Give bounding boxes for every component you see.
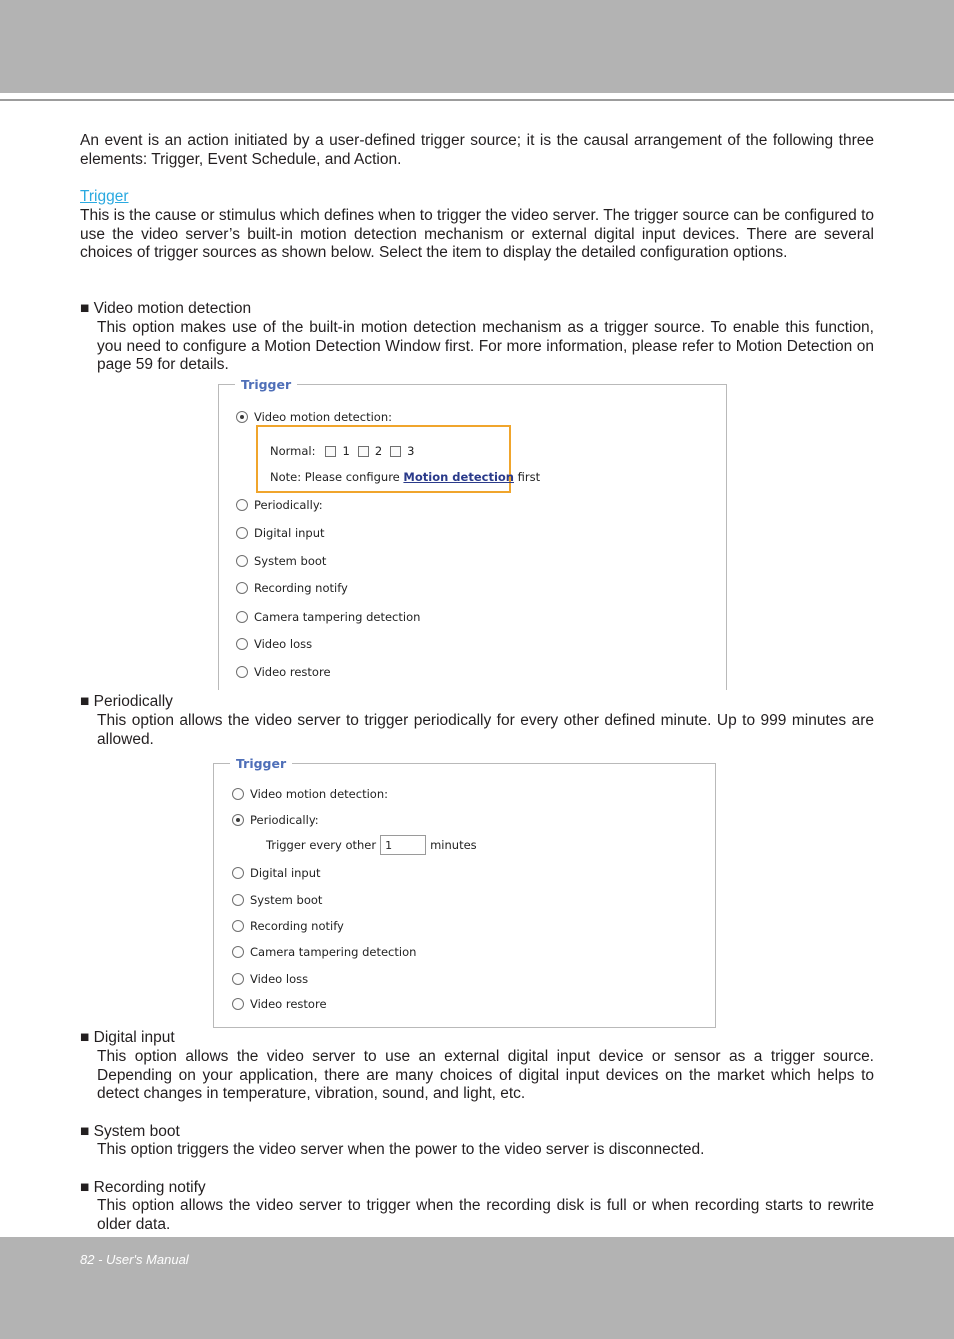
option-label: Video motion detection: <box>254 410 392 424</box>
motion-detection-link[interactable]: Motion detection <box>403 470 514 484</box>
window-2-checkbox[interactable] <box>358 446 369 457</box>
option-label: Video loss <box>250 972 309 986</box>
panel2-option-video-loss[interactable] <box>232 972 308 986</box>
radio-icon[interactable] <box>236 555 248 567</box>
radio-icon[interactable] <box>236 666 248 678</box>
option-label: Camera tampering detection <box>254 610 421 624</box>
panel1-option-video-loss[interactable] <box>236 637 312 651</box>
section-body-video-motion: This option makes use of the built-in motion detection mechanism as a trigger source. To enable this function, you need to configure a Motion Detection Window first. For more information, please refer to Motion Detection on page 59 for details. <box>97 319 874 374</box>
note-prefix: Note: Please configure <box>270 470 404 484</box>
panel1-option-system-boot[interactable] <box>236 554 326 568</box>
option-label: Periodically: <box>250 813 319 827</box>
panel1-option-video-restore[interactable] <box>236 665 331 679</box>
intro-paragraph: An event is an action initiated by a user-defined trigger source; it is the causal arrangement of the following three elements: Trigger, Event Schedule, and Action. <box>80 132 874 168</box>
note-suffix: first <box>513 470 541 484</box>
panel2-option-camera-tampering[interactable] <box>232 945 416 959</box>
radio-icon[interactable] <box>236 499 248 511</box>
page-footer: 82 - User's Manual <box>80 1252 189 1267</box>
section-title-system-boot: ■ System boot <box>80 1123 180 1140</box>
section-body-periodically: This option allows the video server to trigger periodically for every other defined minute. Up to 999 minutes are allowed. <box>97 712 874 748</box>
section-title-digital-input: ■ Digital input <box>80 1029 175 1046</box>
radio-icon[interactable] <box>232 788 244 800</box>
trigger-description: This is the cause or stimulus which defines when to trigger the video server. The trigger source can be configured to use the video server’s built-in motion detection mechanism or external digital input devices. There are several choices of trigger sources as shown below. Select the item to display the detailed configuration options. <box>80 207 874 262</box>
radio-icon[interactable] <box>232 920 244 932</box>
panel1-option-periodically[interactable] <box>236 498 323 512</box>
trigger-every-label: Trigger every other <box>266 838 377 852</box>
option-label: Periodically: <box>254 498 323 512</box>
minutes-label: minutes <box>430 838 477 852</box>
window-1-label: 1 <box>342 444 350 458</box>
panel2-option-recording-notify[interactable] <box>232 919 344 933</box>
panel2-option-system-boot[interactable] <box>232 893 322 907</box>
window-2-label: 2 <box>374 444 383 458</box>
panel2-option-video-motion[interactable] <box>232 787 388 801</box>
radio-icon[interactable] <box>232 973 244 985</box>
panel1-option-camera-tampering[interactable] <box>236 610 420 624</box>
motion-note <box>270 470 540 484</box>
option-label: Camera tampering detection <box>250 945 417 959</box>
header-band <box>0 0 954 93</box>
radio-icon[interactable] <box>232 946 244 958</box>
normal-label: Normal: <box>270 444 316 458</box>
radio-selected-icon[interactable] <box>232 814 244 826</box>
radio-icon[interactable] <box>232 894 244 906</box>
window-3-checkbox[interactable] <box>390 446 401 457</box>
panel1-option-digital-input[interactable] <box>236 526 325 540</box>
section-body-recording-notify: This option allows the video server to trigger when the recording disk is full or when recording starts to rewrite older data. <box>97 1197 874 1233</box>
trigger-heading-link[interactable]: Trigger <box>80 188 129 205</box>
section-title-periodically: ■ Periodically <box>80 693 173 710</box>
option-label: Digital input <box>254 526 325 540</box>
radio-icon[interactable] <box>236 582 248 594</box>
section-title-video-motion: ■ Video motion detection <box>80 300 252 317</box>
header-rule <box>0 99 954 101</box>
option-label: Video restore <box>254 665 331 679</box>
window-1-checkbox[interactable] <box>325 446 336 457</box>
option-label: Video loss <box>254 637 313 651</box>
radio-icon[interactable] <box>232 867 244 879</box>
panel2-option-video-restore[interactable] <box>232 997 327 1011</box>
panel1-legend: Trigger <box>235 377 297 392</box>
option-label: Digital input <box>250 866 321 880</box>
radio-selected-icon[interactable] <box>236 411 248 423</box>
panel1-option-video-motion[interactable] <box>236 410 392 424</box>
radio-icon[interactable] <box>236 527 248 539</box>
panel2-option-periodically[interactable] <box>232 813 319 827</box>
window-3-label: 3 <box>407 444 415 458</box>
radio-icon[interactable] <box>236 611 248 623</box>
option-label: Video restore <box>250 997 327 1011</box>
radio-icon[interactable] <box>232 998 244 1010</box>
option-label: Recording notify <box>254 581 348 595</box>
panel2-legend: Trigger <box>230 756 292 771</box>
panel2-option-digital-input[interactable] <box>232 866 321 880</box>
option-label: System boot <box>254 554 327 568</box>
option-label: System boot <box>250 893 323 907</box>
panel1-option-recording-notify[interactable] <box>236 581 348 595</box>
normal-window-row <box>270 444 414 458</box>
minutes-input[interactable]: 1 <box>380 835 426 855</box>
section-title-recording-notify: ■ Recording notify <box>80 1179 206 1196</box>
radio-icon[interactable] <box>236 638 248 650</box>
section-body-digital-input: This option allows the video server to use an external digital input device or sensor as a trigger source. Depending on your application, there are many choices of digital input devices on the market which helps to detect changes in temperature, vibration, sound, and light, etc. <box>97 1048 874 1103</box>
option-label: Video motion detection: <box>250 787 388 801</box>
section-body-system-boot: This option triggers the video server when the power to the video server is disconnected. <box>97 1141 705 1158</box>
period-minutes-row <box>266 835 477 855</box>
option-label: Recording notify <box>250 919 344 933</box>
